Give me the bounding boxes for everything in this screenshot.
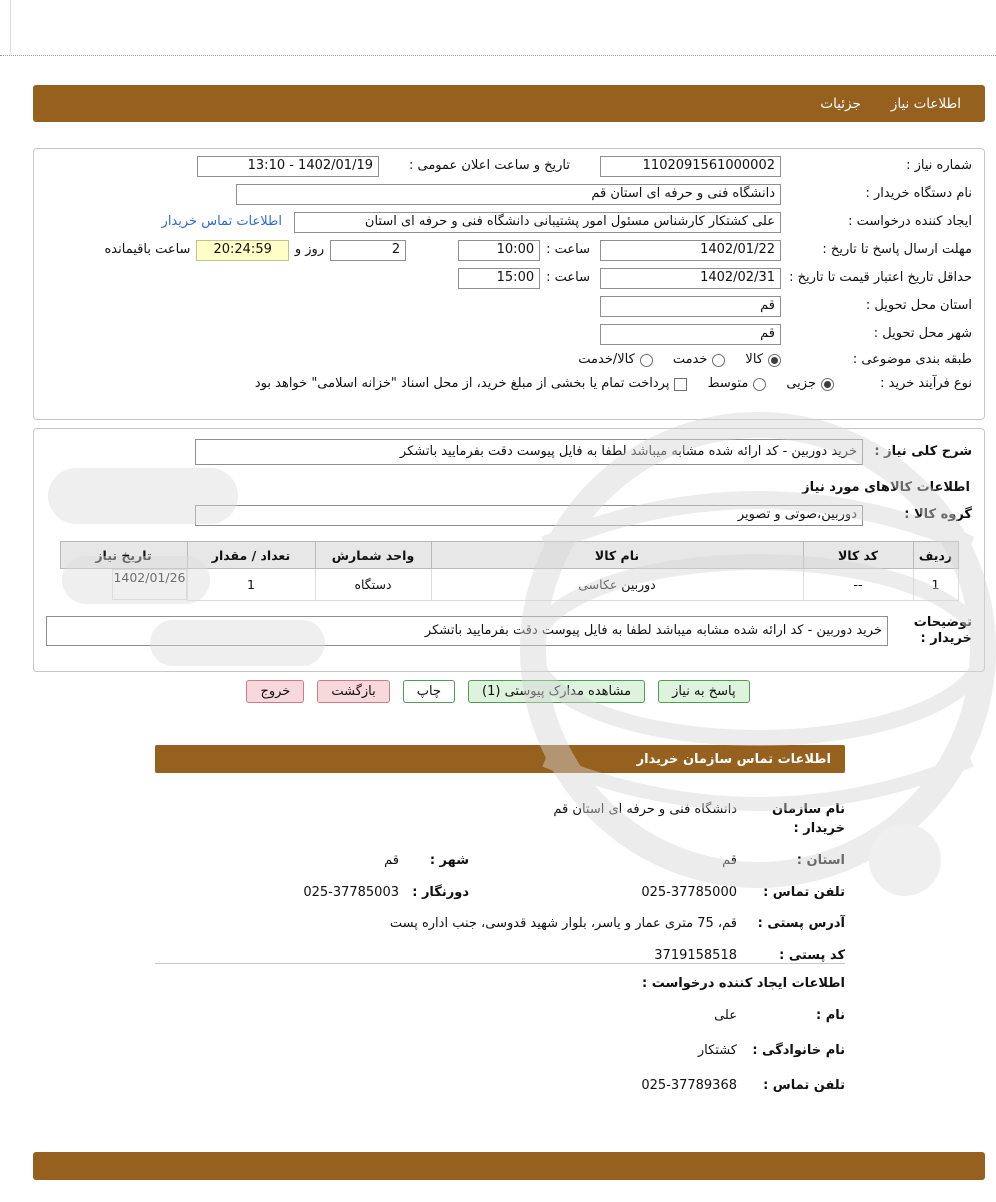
creator-phone-row (155, 1077, 845, 1096)
request-creator-row (46, 212, 972, 233)
category-option-service (673, 352, 726, 369)
treasury-option (255, 376, 688, 393)
buyer-contact-block (155, 788, 845, 966)
creator-family-row (155, 1042, 845, 1061)
respond-to-need-button[interactable]: پاسخ به نیاز (658, 680, 750, 703)
treasury-checkbox-label: پرداخت تمام یا بخشی از مبلغ خرید، از محل اسناد "خزانه اسلامی" خواهد بود (254, 375, 670, 391)
creator-name-value: علی (714, 1008, 737, 1023)
need-items-panel (33, 428, 985, 672)
request-creator-label: ایجاد کننده درخواست : (848, 214, 972, 230)
address-label: آدرس پستی : (757, 916, 845, 932)
city-value: قم (384, 852, 399, 868)
header-tab-bar (33, 85, 985, 122)
tab-details[interactable]: جزئیات (820, 95, 861, 112)
col-item-code: کد کالا (803, 542, 913, 569)
need-number-row (46, 156, 972, 177)
cell-quantity: 1 (187, 569, 315, 601)
top-divider-dotted (0, 55, 996, 56)
price-validity-date-field[interactable]: 1402/02/31 (600, 268, 781, 289)
province-label: استان : (796, 852, 845, 868)
countdown-timer: 20:24:59 (196, 240, 288, 261)
col-unit: واحد شمارش (315, 542, 431, 569)
need-number-label: شماره نیاز : (906, 158, 972, 174)
phone-label: تلفن تماس : (763, 884, 845, 900)
address-value: قم، 75 متری عمار و یاسر، بلوار شهید قدوسی، جنب اداره پست (389, 916, 737, 932)
creator-phone-value: 025-37789368 (641, 1077, 737, 1093)
cell-need-date: 1402/01/26 (112, 569, 186, 600)
org-name-value: دانشگاه فنی و حرفه ای استان قم (553, 802, 737, 817)
category-option-goods-service (578, 352, 653, 369)
creator-section-title: اطلاعات ایجاد کننده درخواست : (642, 976, 845, 991)
province-value: قم (722, 852, 737, 868)
process-type-label: نوع فرآیند خرید : (880, 375, 972, 391)
buyer-note-field[interactable]: خرید دوربین - کد ارائه شده مشابه میباشد لطفا به فایل پیوست دقت بفرمایید باتشکر (46, 616, 888, 646)
days-suffix-label: روز و (294, 242, 325, 258)
creator-family-label: نام خانوادگی : (752, 1042, 845, 1058)
print-button[interactable]: چاپ (403, 680, 455, 703)
minor-purchase-radio[interactable] (821, 378, 834, 391)
exit-button[interactable]: خروج (246, 680, 304, 703)
deadline-label: مهلت ارسال پاسخ تا تاریخ : (822, 242, 972, 258)
price-validity-time-label: ساعت : (546, 270, 590, 286)
need-summary-panel (33, 148, 985, 420)
items-section-title: اطلاعات کالاهای مورد نیاز (802, 480, 970, 495)
price-validity-row (46, 268, 972, 289)
buyer-org-label: نام دستگاه خریدار : (865, 186, 972, 202)
announce-datetime-field[interactable]: 13:10 - 1402/01/19 (197, 156, 379, 177)
delivery-city-field[interactable]: قم (600, 324, 781, 345)
action-button-row (0, 680, 996, 703)
back-button[interactable]: بازگشت (317, 680, 389, 703)
creator-name-label: نام : (815, 1008, 845, 1023)
city-label: شهر : (429, 852, 469, 868)
delivery-city-row (46, 324, 972, 345)
medium-purchase-radio[interactable] (753, 378, 766, 391)
tab-need-info[interactable]: اطلاعات نیاز (890, 95, 961, 112)
treasury-checkbox[interactable] (674, 378, 687, 391)
phone-value: 025-37785000 (641, 884, 737, 900)
org-name-label: نام سازمان خریدار : (772, 802, 845, 836)
col-item-name: نام کالا (431, 542, 803, 569)
goods-group-label: گروه کالا : (904, 507, 972, 523)
deadline-time-label: ساعت : (546, 242, 590, 258)
price-validity-time-field[interactable]: 15:00 (458, 268, 540, 289)
postal-code-label: کد پستی : (779, 948, 845, 964)
request-creator-field[interactable]: علی کشتکار کارشناس مسئول امور پشتیبانی دانشگاه فنی و حرفه ای استان (294, 212, 781, 233)
fax-value: 025-37785003 (303, 884, 399, 900)
request-creator-block (155, 976, 845, 1096)
delivery-province-row (46, 296, 972, 317)
delivery-province-field[interactable]: قم (600, 296, 781, 317)
delivery-province-label: استان محل تحویل : (865, 298, 972, 314)
process-option-medium (707, 376, 766, 393)
goods-radio-label: کالا (745, 352, 763, 367)
price-validity-label: حداقل تاریخ اعتبار قیمت تا تاریخ : (789, 270, 972, 286)
delivery-city-label: شهر محل تحویل : (873, 326, 972, 342)
items-table-row (60, 569, 958, 601)
announce-datetime-label: تاریخ و ساعت اعلان عمومی : (408, 158, 570, 174)
fax-label: دورنگار : (412, 884, 469, 900)
contact-creator-divider (155, 963, 845, 964)
col-quantity: تعداد / مقدار (187, 542, 315, 569)
goods-service-radio[interactable] (640, 354, 653, 367)
col-row-number: ردیف (913, 542, 958, 569)
category-option-goods (745, 352, 781, 369)
goods-group-row (46, 505, 972, 526)
need-number-field[interactable]: 1102091561000002 (600, 156, 781, 177)
goods-service-radio-label: کالا/خدمت (578, 352, 635, 367)
remaining-days-field[interactable]: 2 (330, 240, 406, 261)
cell-item-name: دوربین عکاسی (431, 569, 803, 601)
service-radio-label: خدمت (672, 352, 708, 367)
cell-row-number: 1 (913, 569, 958, 601)
buyer-note-label: توضیحات خریدار : (913, 614, 972, 647)
deadline-time-field[interactable]: 10:00 (458, 240, 540, 261)
need-summary-row (46, 439, 972, 465)
deadline-row (46, 240, 972, 261)
need-summary-field[interactable]: خرید دوربین - کد ارائه شده مشابه میباشد لطفا به فایل پیوست دقت بفرمایید باتشکر (195, 439, 863, 465)
medium-purchase-radio-label: متوسط (707, 375, 749, 391)
left-edge-line (10, 0, 11, 55)
address-row (155, 915, 845, 934)
items-table (60, 541, 959, 601)
process-type-row (46, 376, 972, 393)
phone-fax-row (155, 884, 845, 903)
postal-code-value: 3719158518 (654, 948, 737, 964)
process-option-minor (786, 376, 834, 393)
creator-phone-label: تلفن تماس : (763, 1077, 845, 1093)
view-attachments-button[interactable]: مشاهده مدارک پیوستی (1) (468, 680, 645, 703)
col-need-date: تاریخ نیاز (60, 542, 187, 569)
need-summary-label: شرح کلی نیاز : (874, 443, 972, 459)
buyer-org-field[interactable]: دانشگاه فنی و حرفه ای استان قم (236, 184, 781, 205)
province-city-row (155, 852, 845, 871)
buyer-org-row (46, 184, 972, 205)
minor-purchase-radio-label: جزیی (786, 375, 816, 391)
category-row (46, 352, 972, 369)
creator-name-row (155, 1007, 845, 1026)
org-name-row (155, 801, 845, 839)
creator-family-value: کشتکار (697, 1042, 737, 1058)
countdown-suffix-label: ساعت باقیمانده (104, 242, 191, 258)
cell-unit: دستگاه (315, 569, 431, 601)
items-table-header-row (60, 542, 958, 569)
buyer-contact-section-header: اطلاعات تماس سازمان خریدار (155, 745, 845, 773)
goods-group-field[interactable]: دوربین،صوتی و تصویر (195, 505, 863, 526)
category-label: طبقه بندی موضوعی : (852, 352, 972, 367)
cell-item-code: -- (803, 569, 913, 601)
goods-radio[interactable] (768, 354, 781, 367)
buyer-note-row (46, 615, 972, 649)
footer-bar (33, 1152, 985, 1180)
deadline-date-field[interactable]: 1402/01/22 (600, 240, 781, 261)
buyer-contact-link[interactable]: اطلاعات تماس خریدار (161, 214, 282, 230)
service-radio[interactable] (712, 354, 725, 367)
